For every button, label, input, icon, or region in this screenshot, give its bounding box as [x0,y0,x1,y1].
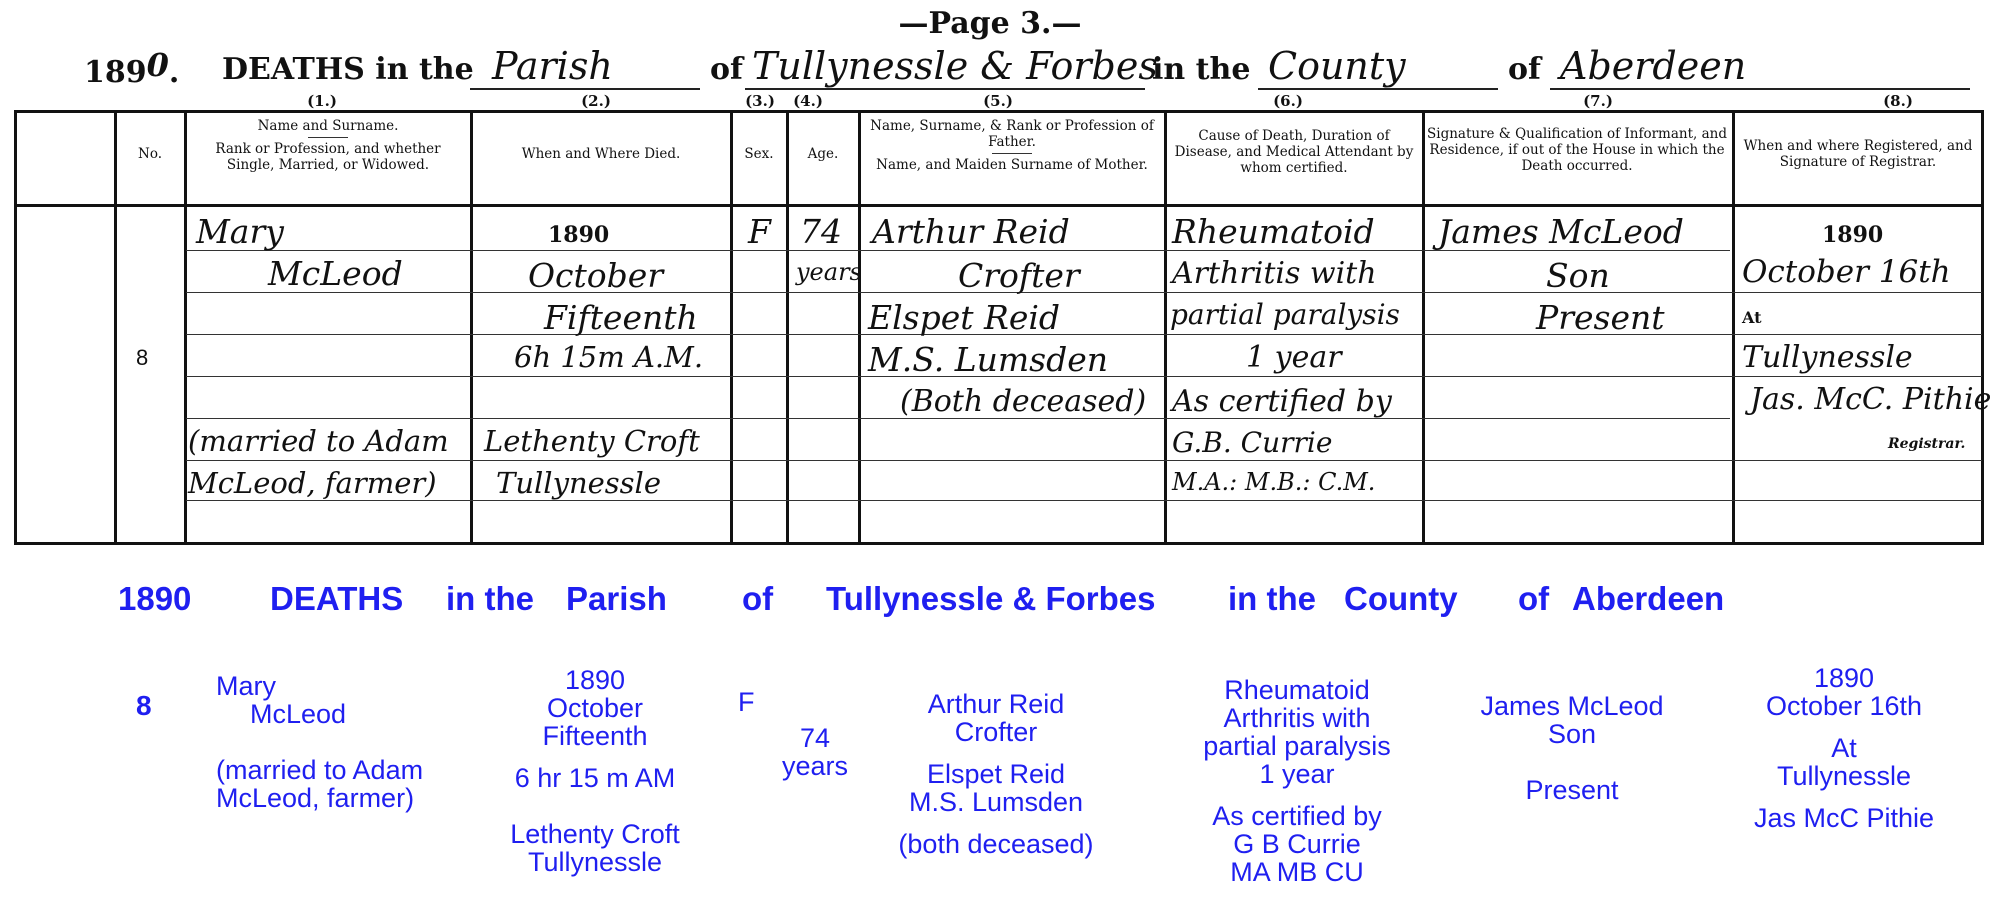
t-head-county: County [1344,580,1458,617]
col-head-no: No. [138,146,162,162]
t-head-deaths: DEATHS [270,580,404,617]
hw-cause-line: As certified by [1172,384,1392,419]
county-handwritten: County [1268,44,1406,88]
parish-handwritten: Parish [492,44,613,88]
registrar-label: Registrar. [1888,436,1966,452]
hw-when-line: October [528,256,664,295]
t-head-of-2: of [1518,580,1550,617]
year-printed: 1890. [84,46,180,90]
header-divider [14,204,1984,207]
col-head-registered: When and where Registered, and Signature of Registrar. [1743,138,1973,170]
colnum-2: (2.) [581,92,611,110]
transcript [0,560,2000,914]
table-divider [1732,110,1735,545]
colnum-8: (8.) [1883,92,1913,110]
colnum-7: (7.) [1583,92,1613,110]
hw-informant-line: Son [1546,256,1610,295]
hw-when-line: Fifteenth [544,298,698,337]
hw-when-line: 6h 15m A.M. [514,340,704,374]
t-head-in-the-2: in the [1228,580,1316,617]
t-head-in-the-1: in the [446,580,534,617]
hw-cause-line: M.A.: M.B.: C.M. [1172,468,1376,496]
row-rule [186,334,1982,335]
row-rule [186,292,1982,293]
table-divider [470,110,473,545]
hw-name-line: Mary [196,212,284,251]
t-name [216,672,423,812]
table-divider [730,110,733,545]
hw-when-line: Tullynessle [496,466,661,500]
row-rule [186,460,1982,461]
hw-cause-line: partial paralysis [1170,298,1400,331]
hw-cause-line: G.B. Currie [1172,426,1333,459]
t-sex: F [738,687,755,717]
hw-informant-line: Present [1536,298,1665,337]
entry-number: 8 [136,345,149,370]
hw-when-year: 1890 [548,222,610,248]
t-head-county-name: Aberdeen [1572,580,1725,617]
t-name-line: (married to Adam [216,755,424,785]
deaths-label: DEATHS in the [222,52,474,87]
col-head-sex: Sex. [744,146,774,162]
t-head-parish: Parish [566,580,667,617]
hw-parents-line: M.S. Lumsden [868,340,1108,379]
t-age: 74 years [781,723,849,781]
of-label-1: of [710,52,743,87]
colnum-5: (5.) [983,92,1013,110]
table-divider [1422,110,1425,545]
county-name-underline [1550,88,1970,90]
hw-name-line: (married to Adam [188,424,449,458]
col-head-when: When and Where Died. [521,146,681,162]
colnum-6: (6.) [1273,92,1303,110]
table-divider [858,110,861,545]
table-divider [1164,110,1167,545]
hw-cause-line: Rheumatoid [1172,212,1375,251]
t-name-line: McLeod, farmer) [216,783,415,813]
hw-name-line: McLeod, farmer) [188,466,437,500]
hw-reg-year: 1890 [1822,222,1884,248]
col-head-informant: Signature & Qualification of Informant, and Residence, if out of the House in which the Death occurred. [1427,126,1727,174]
table-divider [786,110,789,545]
hw-parents-line: Arthur Reid [872,212,1070,251]
hw-when-line: Lethenty Croft [484,424,700,458]
t-name-line: Mary [216,671,276,701]
of-label-2: of [1508,52,1541,87]
col-head-father: Name, Surname, & Rank or Profession of Father. Name, and Maiden Surname of Mother. [870,118,1154,173]
county-name-handwritten: Aberdeen [1560,44,1747,88]
parish-name-underline [745,88,1145,90]
col-head-cause: Cause of Death, Duration of Disease, and Medical Attendant by whom certified. [1174,128,1414,176]
hw-parents-line: Crofter [958,256,1080,295]
t-informant: James McLeod Son Present [1480,691,1664,805]
parish-name-handwritten: Tullynessle & Forbes [752,44,1158,88]
colnum-3: (3.) [745,92,775,110]
table-divider [184,110,187,545]
reg-at-label: At [1742,308,1762,327]
hw-parents-line: Elspet Reid [868,298,1061,337]
t-head-of-1: of [742,580,774,617]
col-head-age: Age. [807,146,839,162]
hw-informant-line: James McLeod [1438,212,1684,251]
hw-reg-line: October 16th [1742,254,1951,290]
table-divider [114,110,117,545]
hw-parents-line: (Both deceased) [900,384,1147,419]
hw-cause-line: Arthritis with [1172,256,1377,291]
hw-age-unit: years [796,258,862,286]
hw-reg-line: Jas. McC. Pithie [1750,382,1992,417]
col-head-name: Name and Surname. Rank or Profession, and whether Single, Married, or Widowed. [215,118,441,173]
hw-cause-line: 1 year [1246,340,1342,375]
hw-age: 74 [800,212,842,251]
t-name-line: McLeod [250,699,347,729]
row-rule [186,500,1982,501]
colnum-1: (1.) [307,92,337,110]
year-handwritten: 0 [146,46,169,84]
hw-sex: F [748,212,771,251]
t-registered: 1890 October 16th At Tullynessle Jas McC Pithie [1753,663,1935,833]
in-the-label: in the [1152,52,1251,87]
page-number: —Page 3.— [898,6,1082,41]
t-parents: Arthur Reid Crofter Elspet Reid M.S. Lumsden (both deceased) [898,689,1094,859]
parish-underline [470,88,700,90]
t-head-year: 1890 [118,580,192,617]
county-underline [1258,88,1498,90]
t-head-parish-name: Tullynessle & Forbes [826,580,1156,617]
t-entry-number: 8 [136,690,152,721]
t-when: 1890 October Fifteenth 6 hr 15 m AM Lethenty Croft Tullynessle [510,665,680,877]
colnum-4: (4.) [793,92,823,110]
hw-name-line: McLeod [268,254,403,293]
hw-reg-line: Tullynessle [1742,340,1913,375]
t-cause: Rheumatoid Arthritis with partial paralysis 1 year As certified by G B Currie MA MB CU [1203,675,1391,887]
